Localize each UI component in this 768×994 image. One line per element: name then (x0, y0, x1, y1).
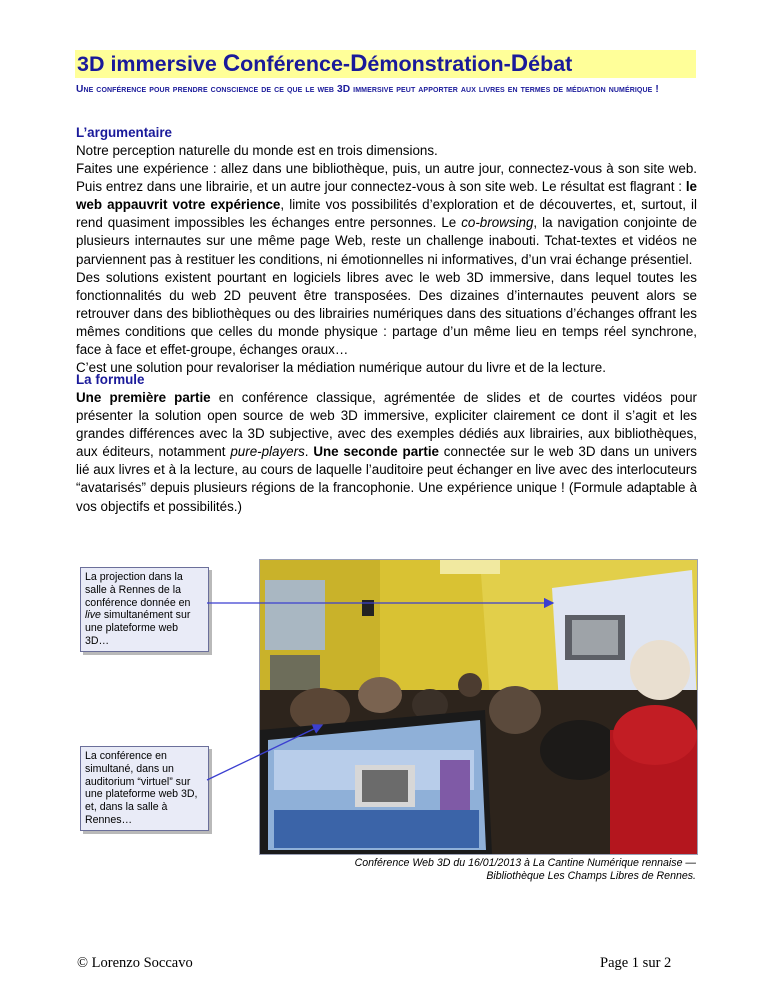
title-banner (75, 50, 696, 78)
argumentaire-p2: Faites une expérience : allez dans une bibliothèque, puis, un autre jour, connectez-vous à son site web. Puis entrez dans une librairie, et un autre jour connectez-vous à son site web. Le résultat est flagrant : le web appauvrit votre expérience, limite vos possibilités d’exploration et de découvertes, et, surtout, il rend quasiment impossibles les échanges entre personnes. Le co-browsing, la navigation conjointe de plusieurs internautes sur une même page Web, reste un challenge inabouti. Tchat-textes et vidéos ne parviennent pas à restituer les conditions, ni émotionnelles ni informatives, d’un vrai échange présentiel. (76, 161, 697, 267)
argumentaire-p3: Des solutions existent pourtant en logiciels libres avec le web 3D immersive, dans lequel toutes les fonctionnalités du web 2D peuvent être transposées. Des dizaines d’internautes peuvent alors se retrouver dans des bibliothèques ou des librairies numériques dans des situations d’échanges offrant les mêmes conditions que celles du monde physique : partage d’un même lieu en temps réel synchrone, face à face et effet-groupe, échanges oraux… (76, 269, 697, 358)
footer-page-number: Page 1 sur 2 (600, 955, 672, 971)
argumentaire-p1: Notre perception naturelle du monde est en trois dimensions. (76, 143, 438, 158)
page-subtitle: Une conférence pour prendre conscience de ce que le web 3D immersive peut apporter aux livres en termes de médiation numérique ! (76, 84, 659, 95)
argumentaire-body (76, 142, 697, 377)
formule-body (76, 389, 697, 516)
formule-paragraph: Une première partie en conférence classique, agrémentée de slides et de courtes vidéos pour présenter la solution open source de web 3D immersive, expliciter clairement ce dont il s’agit et les grandes différences avec la 3D subjective, avec des exemples dédiés aux librairies, aux bibliothèques, aux éditeurs, notamment pure-players. Une seconde partie connectée sur le web 3D dans un univers lié aux livres et à la lecture, au cours de laquelle l’auditoire peut échanger en live avec des interlocuteurs “avatarisés” depuis plusieurs régions de la francophonie. Une expérience unique ! (Formule adaptable à vos objectifs et possibilités.) (76, 390, 697, 514)
photo-caption: Conférence Web 3D du 16/01/2013 à La Cantine Numérique rennaise — Bibliothèque Les Champs Libres de Rennes. (354, 857, 696, 882)
formule-heading: La formule (76, 372, 145, 387)
argumentaire-p4: C’est une solution pour revaloriser la médiation numérique autour du livre et de la lecture. (76, 360, 606, 376)
conference-photo-illustration (260, 560, 697, 854)
argumentaire-heading: L’argumentaire (76, 125, 172, 140)
page-title: 3D immersive Conférence-Démonstration-Débat (77, 50, 573, 77)
callout-projection: La projection dans la salle à Rennes de la conférence donnée en live simultanément sur une plateforme web 3D… (80, 567, 209, 652)
callout-virtual-auditorium: La conférence en simultané, dans un auditorium “virtuel” sur une plateforme web 3D, et, dans la salle à Rennes… (80, 746, 209, 831)
conference-photo (259, 559, 698, 855)
footer-author: © Lorenzo Soccavo (77, 955, 193, 971)
